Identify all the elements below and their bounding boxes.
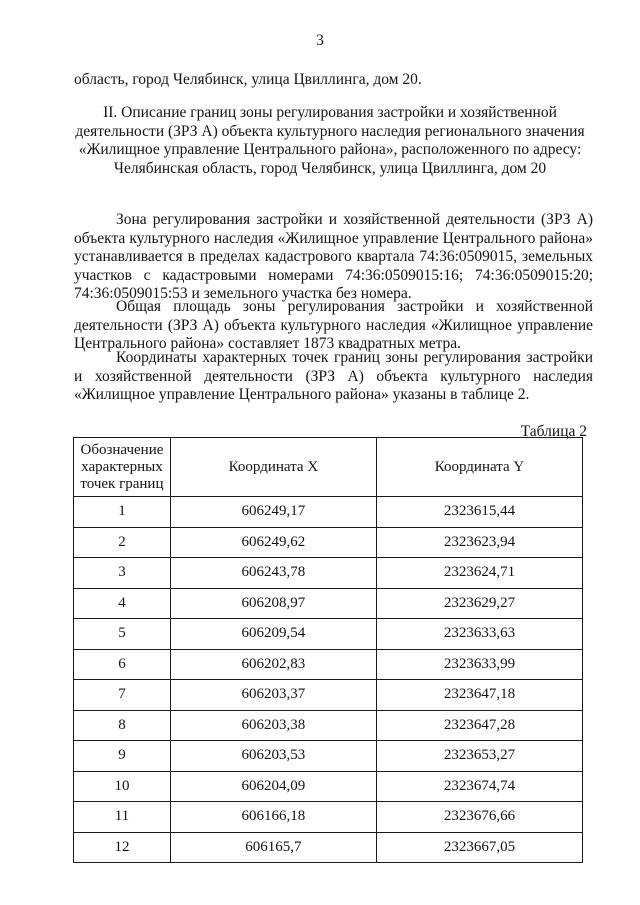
table-header-row (74, 438, 583, 497)
section-title-line: деятельности (ЗРЗ А) объекта культурного наследия регионального значения (75, 122, 585, 140)
coordinate-y-cell: 2323629,27 (376, 588, 582, 619)
table-caption: Таблица 2 (520, 423, 587, 440)
header-coordinate-y: Координата Y (376, 438, 582, 497)
table-row (74, 588, 583, 619)
coordinate-y-cell: 2323633,99 (376, 649, 582, 680)
table-row (74, 619, 583, 650)
point-number-cell: 3 (74, 558, 171, 589)
coordinate-x-cell: 606166,18 (170, 802, 376, 833)
coordinate-x-cell: 606203,38 (170, 710, 376, 741)
page-number: 3 (316, 32, 324, 49)
point-number-cell: 6 (74, 649, 171, 680)
point-number-cell: 7 (74, 680, 171, 711)
zone-description-paragraph: Зона регулирования застройки и хозяйственной деятельности (ЗРЗ А) объекта культурного наследия «Жилищное управление Центрального района» устанавливается в пределах кадастрового квартала 74:36:0509015, земельных участков с кадастровыми номерами 74:36:0509015:16; 74:36:0509015:20; 74:36:0509015:53 и земельного участка без номера. (74, 211, 593, 303)
coordinate-x-cell: 606203,53 (170, 741, 376, 772)
table-row (74, 558, 583, 589)
point-number-cell: 2 (74, 527, 171, 558)
coordinate-y-cell: 2323623,94 (376, 527, 582, 558)
table-row (74, 527, 583, 558)
table-row (74, 649, 583, 680)
coordinate-x-cell: 606203,37 (170, 680, 376, 711)
address-continuation: область, город Челябинск, улица Цвиллинга, дом 20. (74, 71, 422, 88)
point-number-cell: 4 (74, 588, 171, 619)
point-number-cell: 9 (74, 741, 171, 772)
coordinates-intro-paragraph: Координаты характерных точек границ зоны регулирования застройки и хозяйственной деятельности (ЗРЗ А) объекта культурного наследия «Жилищное управление Центрального района» указаны в таблице 2. (74, 349, 593, 404)
coordinate-x-cell: 606204,09 (170, 771, 376, 802)
coordinate-x-cell: 606165,7 (170, 832, 376, 863)
coordinate-y-cell: 2323674,74 (376, 771, 582, 802)
table-row (74, 771, 583, 802)
table-row (74, 741, 583, 772)
point-number-cell: 1 (74, 497, 171, 528)
table-row (74, 802, 583, 833)
section-title-line: II. Описание границ зоны регулирования застройки и хозяйственной (103, 104, 557, 121)
coordinate-x-cell: 606243,78 (170, 558, 376, 589)
point-number-cell: 12 (74, 832, 171, 863)
coordinate-y-cell: 2323676,66 (376, 802, 582, 833)
table-row (74, 680, 583, 711)
section-title (70, 104, 590, 178)
coordinate-x-cell: 606249,62 (170, 527, 376, 558)
coordinate-y-cell: 2323615,44 (376, 497, 582, 528)
point-number-cell: 5 (74, 619, 171, 650)
coordinate-y-cell: 2323624,71 (376, 558, 582, 589)
coordinate-y-cell: 2323647,28 (376, 710, 582, 741)
point-number-cell: 8 (74, 710, 171, 741)
point-number-cell: 10 (74, 771, 171, 802)
table-row (74, 710, 583, 741)
header-point-designation: Обозначение характерных точек границ (74, 438, 171, 497)
coordinate-y-cell: 2323653,27 (376, 741, 582, 772)
coordinate-y-cell: 2323647,18 (376, 680, 582, 711)
coordinate-x-cell: 606202,83 (170, 649, 376, 680)
coordinate-x-cell: 606249,17 (170, 497, 376, 528)
coordinate-x-cell: 606208,97 (170, 588, 376, 619)
coordinate-y-cell: 2323667,05 (376, 832, 582, 863)
section-title-line: «Жилищное управление Центрального района», расположенного по адресу: (78, 141, 582, 158)
coordinates-table (73, 437, 583, 863)
coordinate-x-cell: 606209,54 (170, 619, 376, 650)
point-number-cell: 11 (74, 802, 171, 833)
zone-area-paragraph: Общая площадь зоны регулирования застройки и хозяйственной деятельности (ЗРЗ А) объекта культурного наследия «Жилищное управление Центрального района» составляет 1873 квадратных метра. (74, 298, 593, 353)
coordinate-y-cell: 2323633,63 (376, 619, 582, 650)
header-coordinate-x: Координата X (170, 438, 376, 497)
table-row (74, 832, 583, 863)
section-title-line: Челябинская область, город Челябинск, улица Цвиллинга, дом 20 (113, 159, 547, 177)
table-row (74, 497, 583, 528)
